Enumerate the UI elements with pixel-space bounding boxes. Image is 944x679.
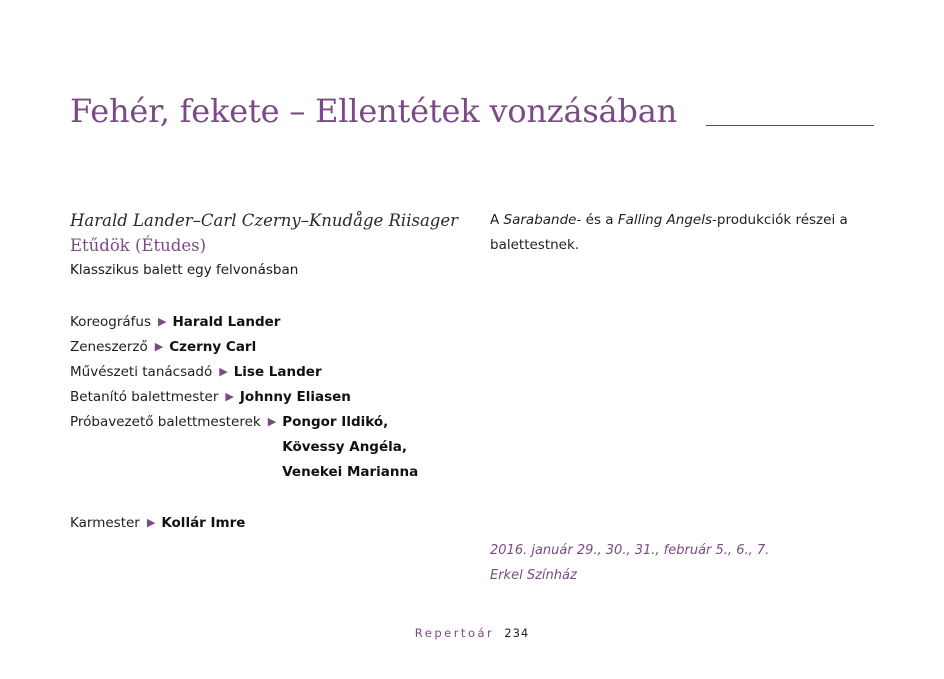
triangle-right-icon: ▶ [154,340,164,353]
work-subtitle: Klasszikus balett egy felvonásban [70,262,299,278]
triangle-right-icon: ▶ [158,315,167,328]
credit-row [70,335,470,360]
page-number: 234 [504,626,530,640]
credit-name: Harald Lander [172,314,281,330]
page-footer [0,626,944,640]
composers: Harald Lander–Carl Czerny–Knudåge Riisager [70,211,459,230]
note-prefix: A [490,212,504,228]
footer-section: Repertoár [414,626,495,640]
note-mid: - és a [576,212,618,228]
triangle-right-icon: ▶ [219,365,228,378]
credit-role: Próbavezető balettmesterek [70,414,261,430]
conductor-row [70,511,245,536]
credit-role: Betanító balettmester [70,389,219,405]
credit-name: Lise Lander [233,364,322,380]
note-work-sarabande: Sarabande [503,212,577,228]
credit-row [70,310,470,335]
credit-role: Művészeti tanácsadó [70,364,213,380]
performance-venue: Erkel Színház [490,568,577,583]
note-work-falling-angels: Falling Angels [617,212,713,228]
work-title: Etűdök (Études) [70,236,207,255]
triangle-right-icon: ▶ [225,390,234,403]
credit-role: Koreográfus [70,314,151,330]
title-rule [706,125,874,126]
conductor-name: Kollár Imre [161,515,246,531]
credit-row [70,385,470,410]
credit-row [70,410,470,485]
note-suffix: -produkciók részei a balettestnek. [490,212,848,253]
credit-name: Venekei Marianna [282,464,419,480]
work-header [70,208,470,282]
performance-info [490,538,769,588]
triangle-right-icon: ▶ [146,516,156,529]
triangle-right-icon: ▶ [267,415,277,428]
production-note [490,208,870,258]
credit-name: Pongor Ildikó, [282,414,389,430]
conductor-role: Karmester [70,515,140,531]
credit-name: Kövessy Angéla, [282,439,407,455]
page-title: Fehér, fekete – Ellentétek vonzásában [70,92,678,130]
performance-dates: 2016. január 29., 30., 31., február 5., 6., 7. [490,543,770,558]
credit-name: Czerny Carl [169,339,257,355]
credits-list [70,310,470,485]
credit-name: Johnny Eliasen [239,389,351,405]
credit-role: Zeneszerző [70,339,148,355]
credit-row [70,360,470,385]
